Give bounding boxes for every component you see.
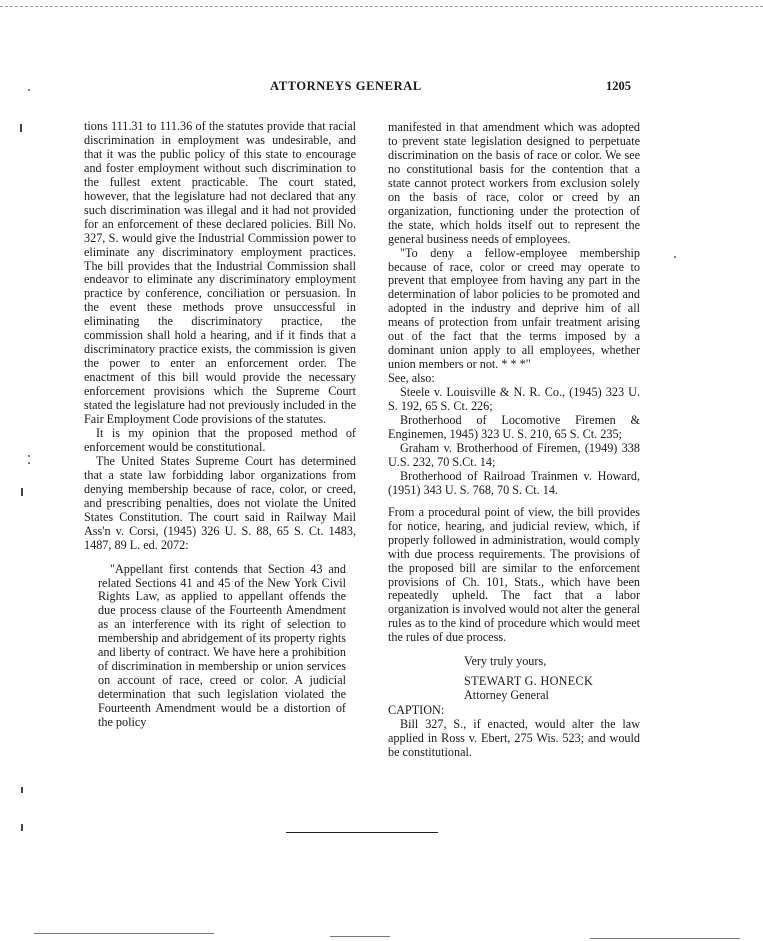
scan-mark xyxy=(28,462,30,464)
signer-title: Attorney General xyxy=(464,688,549,703)
block-quote: "Appellant first contends that Section 43 and related Sections 41 and 45 of the New York Civil Rights Law, as applied to appellant offends the due process clause of the Fourteenth Amendment as an interference with its right of selection to membership and abridgement of its property rights and liberty of contract. We have here a prohibition of discrimination in membership or union services on account of race, creed or color. A judicial determination that such legislation violated the Fourteenth Amendment would be a distortion of the policy xyxy=(98,561,346,730)
right-paragraph-1: manifested in that amendment which was adopted to prevent state legislation designed to perpetuate discrimination on the basis of race or color. We see no constitutional basis for the contention that a state cannot protect workers from exclusion solely on the basis of race, color or creed by an organization, functioning under the protection of the state, which holds itself out to represent the general business needs of employees. xyxy=(388,120,640,246)
left-column xyxy=(84,120,356,730)
citation-item: Graham v. Brotherhood of Firemen, (1949) 338 U.S. 232, 70 S.Ct. 14; xyxy=(388,440,640,469)
scan-mark xyxy=(28,89,30,91)
right-paragraph-3: From a procedural point of view, the bill provides for notice, hearing, and judicial review, which, if properly followed in administration, would comply with due process requirements. The provisions of the proposed bill are similar to the enforcement provisions of Ch. 101, Stats., which have been repeatedly upheld. The fact that a labor organization is involved would not alter the general rules as to the kind of procedure which would meet the rules of due process. xyxy=(388,504,640,645)
right-paragraph-2: "To deny a fellow-employee membership because of race, color or creed may operate to prevent that employee from having any part in the determination of labor policies to be promoted and adopted in the industry and deprive him of all means of protection from unfair treatment arising out of the fact that the terms imposed by a dominant union apply to all employees, whether union members or not. * * *" xyxy=(388,245,640,372)
citation-item: Brotherhood of Locomotive Firemen & Enginemen, 1945) 323 U. S. 210, 65 S. Ct. 235; xyxy=(388,413,640,441)
scan-top-edge xyxy=(0,6,763,7)
citation-item: Brotherhood of Railroad Trainmen v. Howard, (1951) 343 U. S. 768, 70 S. Ct. 14. xyxy=(388,468,640,497)
left-paragraph-2: It is my opinion that the proposed method of enforcement would be constitutional. xyxy=(84,425,356,454)
closing-rule xyxy=(286,832,438,833)
page-number: 1205 xyxy=(606,79,631,93)
scan-bottom-edge xyxy=(590,938,740,939)
running-head: ATTORNEYS GENERAL xyxy=(270,79,422,93)
scan-mark xyxy=(21,824,23,831)
caption-text: Bill 327, S., if enacted, would alter the law applied in Ross v. Ebert, 275 Wis. 523; and would be constitutional. xyxy=(388,717,640,759)
scan-bottom-edge xyxy=(34,933,214,934)
scan-bottom-edge xyxy=(330,936,390,937)
scan-mark xyxy=(674,256,676,258)
scan-mark xyxy=(28,455,30,457)
closing-salutation: Very truly yours, xyxy=(464,654,547,669)
see-also-label: See, also: xyxy=(388,371,435,386)
caption-label: CAPTION: xyxy=(388,703,445,718)
citation-item: Steele v. Louisville & N. R. Co., (1945) 323 U. S. 192, 65 S. Ct. 226; xyxy=(388,385,640,414)
citation-list xyxy=(388,386,640,498)
signer-name: STEWART G. HONECK xyxy=(464,674,594,689)
scan-mark xyxy=(21,488,23,496)
scan-mark xyxy=(21,787,23,793)
left-paragraph-1: tions 111.31 to 111.36 of the statutes provide that racial discrimination in employment was undesirable, and that it was the public policy of this state to encourage and foster employment without such discrimination to the fullest extent practicable. The court stated, however, that the legislature had not declared that any such discrimination was illegal and it had not provided for an enforcement of these declared policies. Bill No. 327, S. would give the Industrial Commission power to eliminate any discriminatory employment practices. The bill provides that the Industrial Commission shall endeavor to eliminate any discriminatory employment practice by conference, conciliation or persuasion. In the event these methods prove unsuccessful in eliminating the discriminatory practice, the commission shall hold a hearing, and if it finds that a discriminatory practice exists, the commission is given the power to enter an enforcement order. The enactment of this bill would provide the necessary enforcement provisions which the Supreme Court stated the legislature had not previously included in the Fair Employment Code provisions of the statutes. xyxy=(84,119,356,427)
right-column xyxy=(388,121,640,760)
left-paragraph-3: The United States Supreme Court has determined that a state law forbidding labor organizations from denying membership because of race, color, or creed, and prescribing penalties, does not violate the United States Constitution. The court said in Railway Mail Ass'n v. Corsi, (1945) 326 U. S. 88, 65 S. Ct. 1483, 1487, 89 L. ed. 2072: xyxy=(84,453,356,552)
scan-mark xyxy=(20,124,22,132)
